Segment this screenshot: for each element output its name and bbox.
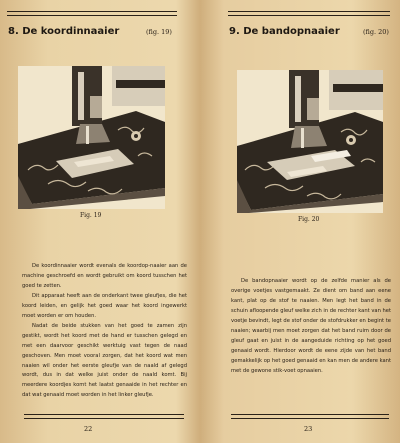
page-number: 22	[84, 425, 93, 433]
figure-19-photo	[18, 66, 165, 209]
figure-reference: (fig. 19)	[146, 28, 172, 36]
figure-20-photo	[237, 70, 383, 213]
top-rule	[7, 11, 177, 12]
paragraph: De koordinnaaier wordt evenals de koordop-naaier aan de machine geschroefd en wordt gebruikt om koord tusschen het goed te zetten.	[22, 263, 187, 289]
figure-caption: Fig. 20	[298, 216, 320, 223]
body-text	[231, 277, 391, 377]
body-text	[22, 262, 187, 401]
bottom-rule-thin	[231, 414, 389, 415]
bottom-rule	[231, 418, 389, 419]
bottom-rule-thin	[24, 414, 184, 415]
top-rule-thin	[7, 15, 177, 16]
bottom-rule	[24, 418, 184, 419]
top-rule	[228, 11, 390, 12]
right-page	[201, 0, 400, 443]
paragraph: Nadat de beide stukken van het goed te zamen zijn gestikt, wordt het koord met de hand er tusschen gelegd en met een daarvoor geschikt werktuig vast tegen de naad geschoven. Men moet vooral zorgen, dat het koord wat men naaien wil onder het eerste gleufje van de naald af gelegd wordt, dus in dat welke juist onder de naald komt. Bij meerdere koordjes komt het laatst genaaide in het rechter en dat wat genaaid moet worden in het linker gleufje.	[22, 322, 187, 399]
page-heading: 9. De bandopnaaier	[229, 26, 340, 37]
paragraph: Dit apparaat heeft aan de onderkant twee gleufjes, die het koord leiden, en gelijk het goed waar het koord ingewerkt moet worden er om houden.	[22, 292, 187, 319]
figure-reference: (fig. 20)	[363, 28, 389, 36]
left-page	[0, 0, 199, 443]
page-number: 23	[304, 425, 313, 433]
top-rule-thin	[228, 15, 390, 16]
paragraph: De bandopnaaier wordt op de zelfde manier als de overige voetjes vastgemaakt. Ze dient om band aan eene kant, plat op de stof te naaien. Men legt het band in de schuin afloopende gleuf welke zich in de rechter kant van het voetje bevindt, legt de stof onder de stofdrukker en begint te naaien; waarbij men moet zorgen dat het band ruim door de gleuf gaat en juist in de aangeduide richting op het goed genaaid wordt. Hierdoor wordt de eene zijde van het band gemakkelijk op het goed genaaid en kan men de andere kant met de gewone stik-voet opnaaien.	[231, 278, 392, 374]
page-heading: 8. De koordinnaaier	[8, 26, 120, 37]
figure-caption: Fig. 19	[80, 212, 102, 219]
